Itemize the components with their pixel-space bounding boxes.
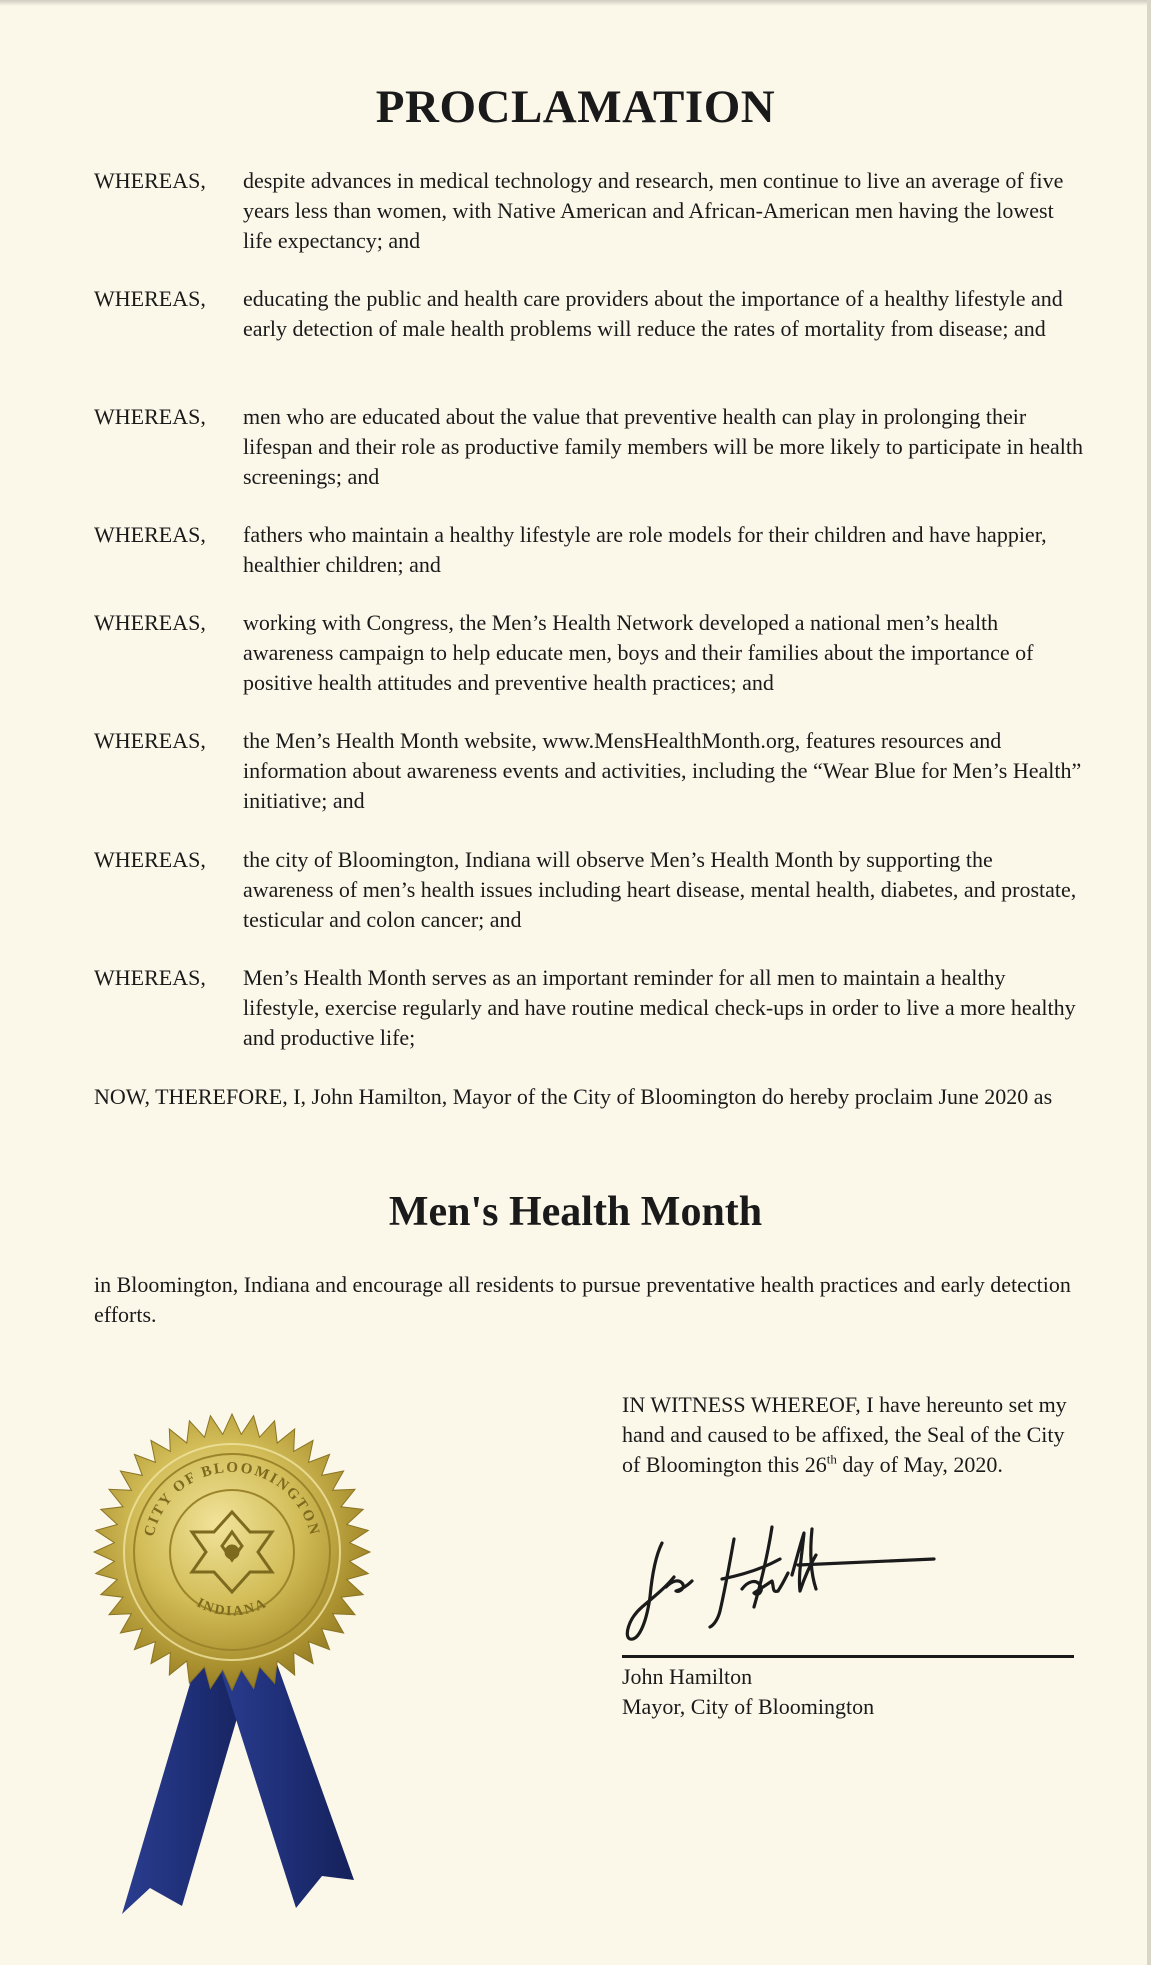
whereas-clause-1: [94, 166, 1084, 256]
signer-title: Mayor, City of Bloomington: [622, 1694, 875, 1719]
clause-text: the Men’s Health Month website, www.MensHealthMonth.org, features resources and information about awareness events and activities, including the “Wear Blue for Men’s Health” initiative; and: [243, 728, 1082, 813]
whereas-clause-4: [94, 520, 1084, 580]
page-title: PROCLAMATION: [375, 81, 776, 133]
whereas-clause-5: [94, 608, 1084, 698]
clause-keyword: WHEREAS,: [94, 286, 206, 311]
clause-keyword: WHEREAS,: [94, 847, 206, 872]
whereas-clause-6: [94, 726, 1084, 816]
clause-text: working with Congress, the Men’s Health Network developed a national men’s health awareness campaign to help educate men, boys and their families about the importance of positive health attitudes and preventive health practices; and: [243, 610, 1034, 695]
clause-keyword: WHEREAS,: [94, 728, 206, 753]
whereas-clause-2: [94, 284, 1084, 344]
clause-keyword: WHEREAS,: [94, 965, 206, 990]
seal-text-bottom: INDIANA: [193, 1595, 270, 1620]
whereas-clause-8: [94, 963, 1084, 1053]
city-seal-with-ribbon: [82, 1400, 382, 1920]
clause-text: educating the public and health care providers about the importance of a healthy lifestyle and early detection of male health problems will reduce the rates of mortality from disease; and: [243, 286, 1063, 341]
clause-text: despite advances in medical technology and research, men continue to live an average of five years less than women, with Native American and African-American men having the lowest life expectancy; and: [243, 168, 1064, 253]
clause-keyword: WHEREAS,: [94, 168, 206, 193]
whereas-clause-3: [94, 402, 1084, 492]
encouragement-statement: in Bloomington, Indiana and encourage all residents to pursue preventative health practices and early detection efforts.: [94, 1272, 1071, 1327]
now-therefore-statement: NOW, THEREFORE, I, John Hamilton, Mayor of the City of Bloomington do hereby proclaim June 2020 as: [94, 1084, 1053, 1109]
witness-text-start: IN WITNESS WHEREOF, I have hereunto set my hand and caused to be affixed, the Seal of the City of Bloomington this 26: [622, 1392, 1067, 1477]
clause-text: men who are educated about the value that preventive health can play in prolonging their lifespan and their role as productive family members will be more likely to participate in health screenings; and: [243, 404, 1084, 489]
clause-text: Men’s Health Month serves as an important reminder for all men to maintain a healthy lifestyle, exercise regularly and have routine medical check-ups in order to live a more healthy and productive life;: [243, 965, 1076, 1050]
whereas-clause-7: [94, 845, 1084, 935]
witness-statement: [622, 1390, 1082, 1480]
signature-line: [622, 1655, 1074, 1658]
signer-name: John Hamilton: [622, 1664, 753, 1689]
signature-image: [622, 1515, 942, 1655]
paper-top-edge: [0, 0, 1151, 6]
signer-block: [622, 1662, 1082, 1722]
witness-text-end: day of May, 2020.: [836, 1452, 1003, 1477]
witness-ordinal-suffix: th: [826, 1451, 837, 1467]
clause-text: fathers who maintain a healthy lifestyle are role models for their children and have happier, healthier children; and: [243, 522, 1047, 577]
proclamation-subject-title: Men's Health Month: [388, 1189, 763, 1235]
seal-text-top: CITY OF BLOOMINGTON: [141, 1459, 323, 1539]
clause-text: the city of Bloomington, Indiana will observe Men’s Health Month by supporting the awareness of men’s health issues including heart disease, mental health, diabetes, and prostate, testicular and colon cancer; and: [243, 847, 1077, 932]
blue-ribbon: [122, 1650, 354, 1914]
clause-keyword: WHEREAS,: [94, 404, 206, 429]
paper-right-edge: [1147, 0, 1151, 1965]
clause-keyword: WHEREAS,: [94, 610, 206, 635]
clause-keyword: WHEREAS,: [94, 522, 206, 547]
